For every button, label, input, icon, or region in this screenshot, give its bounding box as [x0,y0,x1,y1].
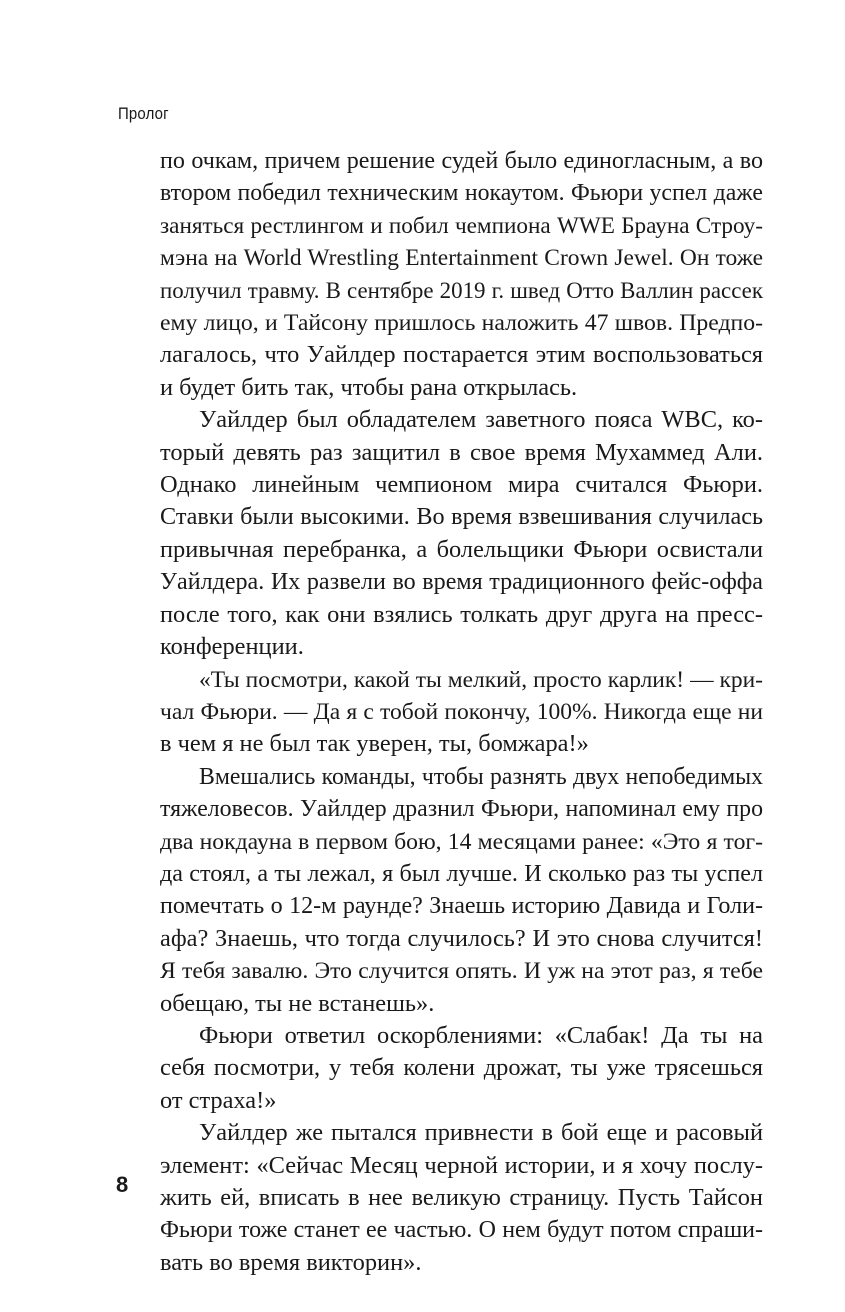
text-line: Уайлдер был обладателем заветного пояса WBC, ко- [199,406,763,434]
text-line: и будет бить так, чтобы рана открылась. [160,373,578,401]
text-line: Я тебя завалю. Это случится опять. И уж на этот раз, я тебе [160,958,763,985]
text-line: лагалось, что Уайлдер постарается этим воспользоваться [160,341,763,369]
text-line: мэна на World Wrestling Entertainment Crown Jewel. Он тоже [160,245,763,272]
running-head: Пролог [118,104,169,123]
text-line: торый девять раз защитил в свое время Мухаммед Али. [160,438,763,466]
text-line: вать во время викторин». [160,1248,422,1276]
text-line: Вмешались команды, чтобы разнять двух непобедимых [199,763,763,790]
text-line: втором победил техническим нокаутом. Фьюри успел даже [160,180,763,207]
text-line: обещаю, ты не встанешь». [160,989,435,1017]
text-line: Уайлдера. Их развели во время традиционного фейс-оффа [160,569,763,596]
text-line: себя посмотри, у тебя колени дрожат, ты уже трясешься [160,1054,763,1082]
text-line: Уайлдер же пытался привнести в бой еще и расовый [199,1119,763,1147]
text-line: элемент: «Сейчас Месяц черной истории, и я хочу послу- [160,1151,763,1179]
text-line: да стоял, а ты лежал, я был лучше. И сколько раз ты успел [160,859,763,887]
text-line: заняться рестлингом и побил чемпиона WWE Брауна Строу- [160,212,763,239]
text-line: два нокдауна в первом бою, 14 месяцами ранее: «Это я тог- [160,828,763,855]
text-line: Фьюри тоже станет ее частью. О нем будут потом спраши- [160,1217,763,1244]
text-line: афа? Знаешь, что тогда случилось? И это снова случится! [160,924,763,952]
text-line: получил травму. В сентябре 2019 г. швед Отто Валлин рассек [160,277,763,303]
text-line: привычная перебранка, а болельщики Фьюри освистали [160,535,763,563]
text-line: чал Фьюри. — Да я с тобой покончу, 100%. Никогда еще ни [160,698,763,725]
text-line: Фьюри ответил оскорблениями: «Слабак! Да ты на [199,1021,763,1049]
text-line: тяжеловесов. Уайлдер дразнил Фьюри, напоминал ему про [160,796,763,823]
text-line: помечтать о 12-м раунде? Знаешь историю Давида и Голи- [160,893,763,920]
body-text [160,145,763,1279]
text-line: жить ей, вписать в нее великую страницу. Пусть Тайсон [160,1184,763,1211]
text-line: Ставки были высокими. Во время взвешивания случилась [160,503,763,531]
text-line: Однако линейным чемпионом мира считался Фьюри. [160,471,763,499]
page-number: 8 [116,1172,129,1197]
text-line: от страха!» [160,1086,277,1114]
text-line: по очкам, причем решение судей было единогласным, а во [160,148,763,174]
text-line: после того, как они взялись толкать друг друга на пресс- [160,600,763,628]
text-line: в чем я не был так уверен, ты, бомжара!» [160,730,589,758]
text-line: конференции. [160,633,304,661]
text-line: ему лицо, и Тайсону пришлось наложить 47 швов. Предпо- [160,310,763,337]
text-line: «Ты посмотри, какой ты мелкий, просто карлик! — кри- [199,666,763,693]
